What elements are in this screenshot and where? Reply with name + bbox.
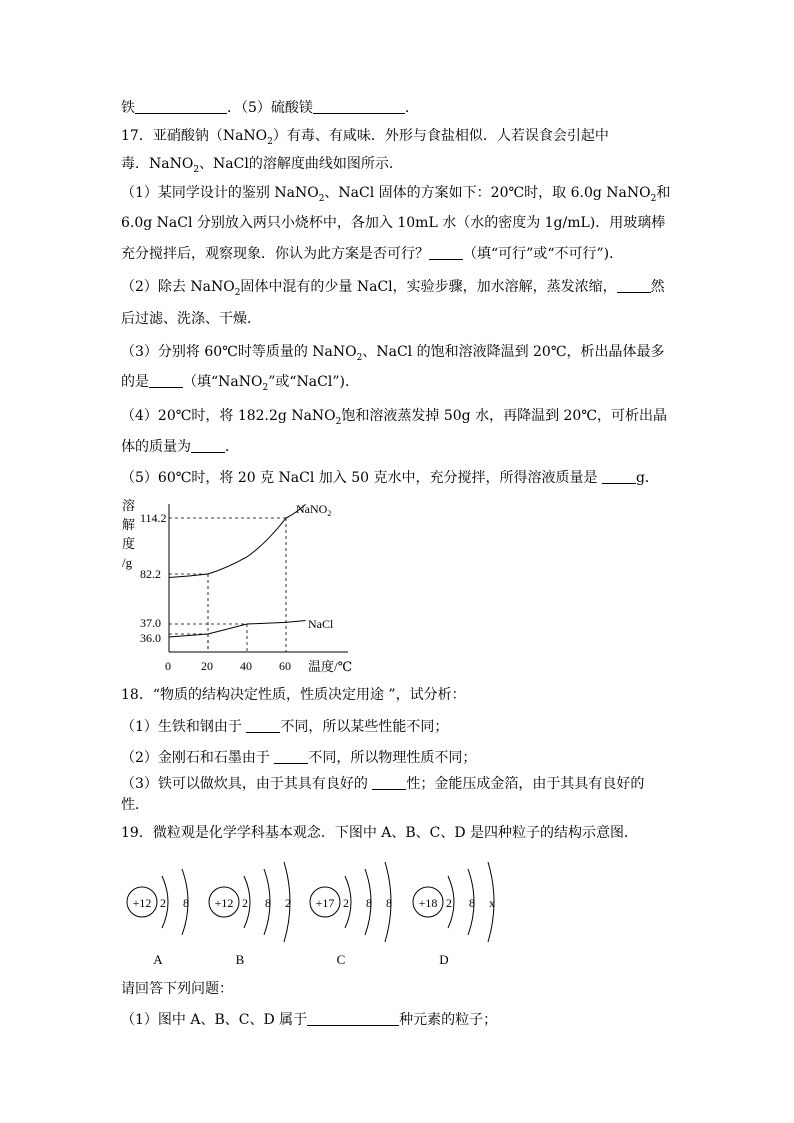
answer-blank[interactable] [246,718,280,733]
q17-p3-line-2 [121,373,359,391]
subscript: 2 [234,287,241,298]
q18-text: 性；金能压成金箔，由于其具有良好的 [406,776,645,792]
q17-p2-line-1 [121,278,665,296]
q18-p3-line-1 [121,775,644,793]
series-line-NaCl [169,620,306,637]
answer-blank[interactable] [602,469,636,484]
y-tick-label: 82.2 [140,567,161,581]
q19-prompt: 请回答下列问题： [121,981,233,997]
q17-text: （填“可行”或“不可行”)． [463,246,624,262]
q17-p3-line-1 [121,343,665,361]
y-axis-label: 解 [122,517,136,532]
y-axis-label: 度 [122,536,136,551]
x-tick-label: 60 [279,659,291,673]
q17-p4-line-2 [121,438,239,456]
q18-text: （1）生铁和钢由于 [121,719,247,735]
series-line-NaNO2 [169,504,306,577]
shell-electron-count: 2 [446,896,452,910]
q17-text: （1）某同学设计的鉴别 NaNO [121,185,319,201]
atom-label: D [439,952,449,967]
answer-blank[interactable] [372,775,406,790]
answer-blank[interactable] [617,278,651,293]
atom-label: C [336,952,346,967]
q19-p1-line [121,1011,497,1029]
q17-text: 固体中混有的少量 NaCl，实验步骤，加水溶解，蒸发浓缩， [240,279,617,295]
atom-label: A [153,952,163,967]
shell-electron-count: 8 [366,896,372,910]
q17-text: （4）20℃时，将 182.2g NaNO [121,408,336,424]
q17-p4-line-1 [121,407,667,425]
q17-p2-line-2: 后过滤、洗涤、干燥． [121,311,261,327]
nucleus-charge: +12 [214,896,234,910]
q17-text: 、NaCl的溶解度曲线如图所示． [199,156,403,172]
atom-diagram-D [413,862,495,967]
q17-text: （填“NaNO [183,374,263,390]
punct: ． [404,100,419,116]
subscript: 2 [650,193,657,204]
subscript: 2 [267,136,273,147]
x-tick-label: 40 [240,659,252,673]
x-tick-label: 20 [201,659,213,673]
shell-electron-count: 2 [343,896,349,910]
q18-text: （3）铁可以做炊具，由于其具有良好的 [121,776,373,792]
chart-labels [122,498,352,674]
q17-line-1 [121,127,609,145]
q17-text: g． [635,470,659,486]
shell-electron-count: 2 [285,896,291,910]
nucleus-charge: +17 [315,896,335,910]
q17-text: ）有毒、有咸味．外形与食盐相似．人若误食会引起中 [272,128,609,144]
q16-tail-line [121,99,419,117]
q18-text: 不同，所以物理性质不同； [308,750,477,766]
series-label-nacl: NaCl [308,617,334,631]
shell-electron-count: x [489,896,495,910]
q18-p3-line-2: 性． [121,797,149,813]
atom-label: B [235,952,245,967]
answer-blank[interactable] [313,99,405,114]
q17-text: 、NaCl 的饱和溶液降温到 20℃，析出晶体最多 [362,344,665,360]
q17-text: 毒．NaNO [121,156,194,172]
q17-text: 、NaCl 固体的方案如下：20℃时，取 6.0g NaNO [324,185,651,201]
q18-p2-line [121,749,476,767]
shell-electron-count: 8 [386,896,392,910]
q17-text: ”或“NaCl”)． [268,374,359,390]
answer-blank[interactable] [307,1011,399,1026]
subscript: 2 [262,382,269,393]
q17-text: 饱和溶液蒸发掉 50g 水，再降温到 20℃，可析出晶 [341,408,667,424]
solubility-chart [112,496,362,676]
shell-electron-count: 8 [265,896,271,910]
q19-text: （1）图中 A、B、C、D 属于 [121,1012,308,1028]
series-label-nano2: NaNO$_2$ [296,502,332,518]
q16-part5-label: ．（5）硫酸镁 [227,100,313,116]
subscript: 2 [318,193,325,204]
q17-text: 17．亚硝酸钠（NaNO [121,128,268,144]
x-axis-label: 温度/℃ [308,659,353,674]
q18-p1-line [121,718,448,736]
q17-text: 体的质量为 [121,439,191,455]
q17-p1-line-2: 6.0g NaCl 分别放入两只小烧杯中，各加入 10mL 水（水的密度为 1g/mL)．用玻璃棒 [121,215,666,231]
subscript: 2 [193,164,200,175]
q17-text: ． [225,439,239,455]
shell-electron-count: 2 [242,896,248,910]
q18-text: （2）金刚石和石墨由于 [121,750,275,766]
answer-blank[interactable] [149,373,183,388]
answer-blank[interactable] [135,99,227,114]
shell-electron-count: 2 [160,896,166,910]
q19-text: 种元素的粒子； [399,1012,498,1028]
q19-intro: 19．微粒观是化学学科基本观念．下图中 A、B、C、D 是四种粒子的结构示意图． [121,825,639,841]
y-tick-label: 114.2 [140,511,167,525]
chart-series [169,504,306,637]
answer-blank[interactable] [429,245,463,260]
q17-text: 和 [656,185,671,201]
subscript: 2 [356,352,363,363]
atom-diagram-A [127,869,189,967]
x-tick-label: 0 [165,659,171,673]
subscript: 2 [335,416,342,427]
q17-text: （5）60℃时，将 20 克 NaCl 加入 50 克水中，充分搅拌，所得溶液质量是 [121,470,602,486]
q17-p1-line-3 [121,245,623,263]
q17-p5-line [121,469,659,487]
y-tick-label: 37.0 [140,616,161,630]
y-tick-label: 36.0 [140,631,161,645]
nucleus-charge: +18 [418,896,438,910]
q18-intro: 18．“物质的结构决定性质，性质决定用途 ”，试分析： [121,687,466,703]
shell-electron-count: 8 [183,896,189,910]
q17-text: （2）除去 NaNO [121,279,235,295]
q17-text: 充分搅拌后，观察现象．你认为此方案是否可行？ [121,246,429,262]
nucleus-charge: +12 [132,896,152,910]
atom-diagram-C [310,862,392,967]
shell-electron-count: 8 [469,896,475,910]
y-axis-label: /g [122,555,133,570]
answer-blank[interactable] [274,749,308,764]
q16-part4-prefix: 铁 [121,100,135,116]
q17-text: 的是 [121,374,149,390]
y-axis-label: 溶 [122,498,136,513]
q17-line-2 [121,155,403,173]
answer-blank[interactable] [191,438,225,453]
atom-structure-diagrams [114,846,534,976]
q18-text: 不同，所以某些性能不同； [280,719,449,735]
q17-text: （3）分别将 60℃时等质量的 NaNO [121,344,357,360]
q17-p1-line-1 [121,184,670,202]
atom-diagram-B [209,862,291,967]
q17-text: 然 [650,279,665,295]
